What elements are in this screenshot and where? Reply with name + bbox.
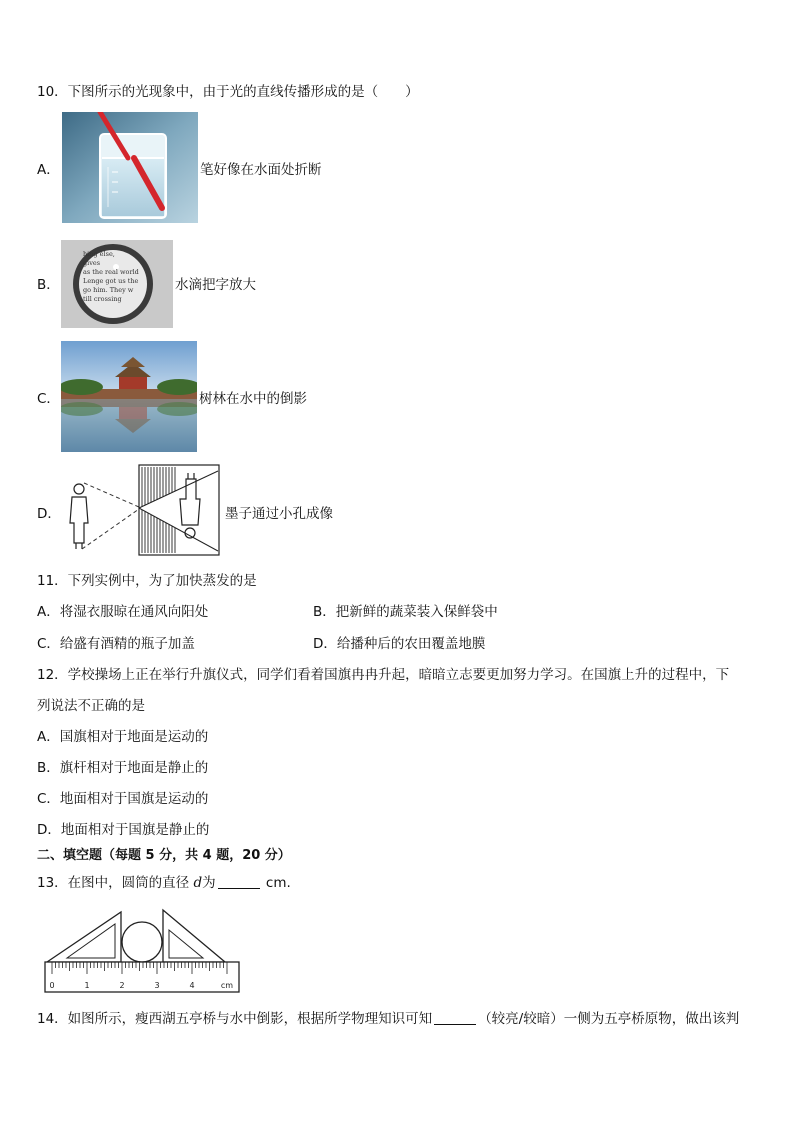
magnifier-line: Lenge got us the [83,277,139,285]
palace-reflection-image [61,341,197,452]
q13-stem-prefix: 13．在图中，圆筒的直径 [37,875,194,891]
q14-stem-prefix: 14．如图所示，瘦西湖五亭桥与水中倒影，根据所学物理知识可知 [37,1011,433,1027]
q10-option-d-letter: D． [37,506,61,522]
q10-option-a-letter: A． [37,162,60,178]
q12-option-a: A．国旗相对于地面是运动的 [37,729,209,745]
magnifier-text-image [61,240,173,328]
q10-option-b-letter: B． [37,277,60,293]
pinhole-camera-image [62,463,220,557]
q12-option-d: D．地面相对于国旗是静止的 [37,822,210,838]
q13-variable: d [193,875,203,891]
q11-option-c: C．给盛有酒精的瓶子加盖 [37,636,195,652]
ruler-label-4: 4 [189,981,195,990]
magnifier-line: gives [83,259,101,267]
q12-stem-line2: 列说法不正确的是 [37,698,145,714]
magnifier-line: as the real world [83,268,139,276]
magnifier-line: go him. They w [83,286,134,294]
ruler-label-3: 3 [154,981,160,990]
q14-stem-suffix: （较亮/较暗）一侧为五亭桥原物，做出该判 [478,1011,740,1027]
q10-option-b-caption: 水滴把字放大 [175,277,256,293]
q12-stem-line1: 12．学校操场上正在举行升旗仪式，同学们看着国旗冉冉升起，暗暗立志要更加努力学习。在国旗上升的过程中，下 [37,667,730,683]
ruler-label-1: 1 [84,981,90,990]
ruler-label-2: 2 [119,981,125,990]
q10-option-c-letter: C． [37,391,60,407]
section-title: 二、填空题（每题 5 分，共 4 题，20 分） [37,848,291,863]
q10-option-c-caption: 树林在水中的倒影 [199,391,307,407]
ruler-label-0: 0 [49,981,55,990]
q11-stem: 11．下列实例中，为了加快蒸发的是 [37,573,257,589]
answer-blank[interactable] [218,874,260,889]
q10-option-a-caption: 笔好像在水面处折断 [200,162,322,178]
q13-stem [37,874,291,892]
answer-blank[interactable] [434,1010,476,1025]
q11-option-d: D．给播种后的农田覆盖地膜 [313,636,486,652]
ruler-triangles-figure [43,906,243,994]
q14-stem [37,1010,739,1028]
ruler-unit-label: cm [220,981,234,990]
q13-stem-mid: 为 [202,875,216,891]
magnifier-line: hing else, [83,250,115,258]
q10-option-d-caption: 墨子通过小孔成像 [225,506,333,522]
q11-option-b: B．把新鲜的蔬菜装入保鲜袋中 [313,604,498,620]
q12-option-c: C．地面相对于国旗是运动的 [37,791,209,807]
q12-option-b: B．旗杆相对于地面是静止的 [37,760,209,776]
q11-option-a: A．将湿衣服晾在通风向阳处 [37,604,209,620]
q10-stem: 10．下图所示的光现象中，由于光的直线传播形成的是（ ） [37,84,419,100]
beaker-pen-image [62,112,198,223]
q13-stem-suffix: cm. [261,875,291,891]
magnifier-line: till crossing [83,295,122,303]
